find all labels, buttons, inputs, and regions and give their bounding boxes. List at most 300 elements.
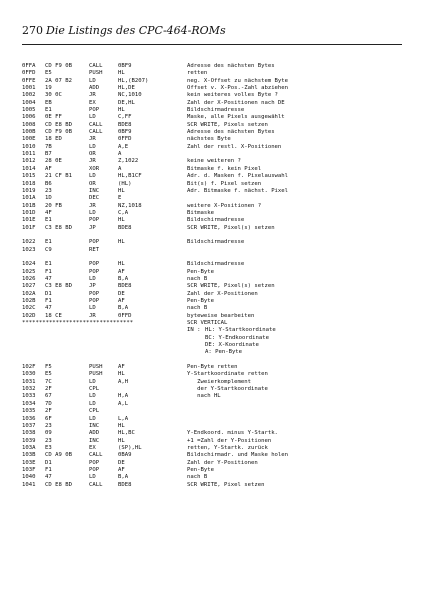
hex-bytes: 23 bbox=[45, 187, 52, 194]
mnemonic: LD bbox=[89, 77, 96, 84]
comment: Bildschirmadresse bbox=[187, 217, 245, 224]
address: 102C bbox=[22, 305, 36, 312]
hex-bytes: 4F bbox=[45, 209, 52, 216]
listing-line bbox=[22, 70, 402, 77]
address: 102D bbox=[22, 312, 36, 319]
listing-line bbox=[22, 423, 402, 430]
listing-line bbox=[22, 313, 402, 320]
address: 101F bbox=[22, 224, 36, 231]
listing-line bbox=[22, 210, 402, 217]
comment: Zweierkomplement bbox=[187, 378, 251, 385]
comment: retten bbox=[187, 70, 208, 77]
comment: Bitmaske bbox=[187, 209, 214, 216]
operand: A,E bbox=[118, 143, 129, 150]
operand: 0BF9 bbox=[118, 63, 132, 69]
comment: SCR WRITE, Pixel(s) setzen bbox=[187, 283, 275, 290]
comment: Bitmaske f. kein Pixel bbox=[187, 165, 262, 172]
listing-line bbox=[22, 261, 402, 268]
operand: B,A bbox=[118, 275, 129, 282]
address: 103A bbox=[22, 444, 36, 451]
comment: Maske, alle Pixels ausgewählt bbox=[187, 114, 285, 121]
operand: HL bbox=[118, 217, 125, 224]
address: 100E bbox=[22, 136, 36, 143]
hex-bytes: 2A 07 B2 bbox=[45, 77, 72, 84]
operand: AF bbox=[118, 268, 125, 275]
mnemonic: POP bbox=[89, 217, 100, 224]
section-separator bbox=[22, 320, 402, 327]
comment: nach B bbox=[187, 275, 208, 282]
mnemonic: OR bbox=[89, 180, 96, 187]
address: 102B bbox=[22, 298, 36, 304]
mnemonic: PUSH bbox=[89, 371, 103, 378]
hex-bytes: E5 bbox=[45, 70, 52, 77]
hex-bytes: 1D bbox=[45, 195, 52, 202]
hex-bytes: 7D bbox=[45, 400, 52, 407]
mnemonic: CALL bbox=[89, 129, 103, 136]
hex-bytes: F5 bbox=[45, 364, 52, 371]
blank-line bbox=[22, 357, 402, 364]
hex-bytes: 67 bbox=[45, 393, 52, 400]
operand: HL bbox=[118, 371, 125, 378]
comment: nach HL bbox=[187, 393, 221, 400]
mnemonic: CALL bbox=[89, 481, 103, 488]
operand: (HL) bbox=[118, 180, 132, 187]
mnemonic: EX bbox=[89, 99, 96, 106]
comment: nächstes Byte bbox=[187, 136, 231, 143]
mnemonic: CPL bbox=[89, 386, 100, 393]
mnemonic: EX bbox=[89, 444, 96, 451]
hex-bytes: B6 bbox=[45, 180, 52, 187]
address: 1030 bbox=[22, 371, 36, 378]
mnemonic: LD bbox=[89, 305, 96, 312]
hex-bytes: C3 E8 BD bbox=[45, 224, 72, 231]
listing-line bbox=[22, 239, 402, 246]
address: 1008 bbox=[22, 121, 36, 128]
address: 1040 bbox=[22, 474, 36, 481]
mnemonic: RET bbox=[89, 246, 100, 253]
listing-line bbox=[22, 452, 402, 459]
comment: Adr. Bitmaske f. nächst. Pixel bbox=[187, 187, 289, 194]
listing-line bbox=[22, 408, 402, 415]
listing-line bbox=[22, 136, 402, 143]
register-line bbox=[22, 327, 402, 334]
page-title: Die Listings des CPC-464-ROMs bbox=[46, 24, 226, 37]
hex-bytes: E1 bbox=[45, 261, 52, 268]
address: 1035 bbox=[22, 408, 36, 415]
register-line bbox=[22, 342, 402, 349]
address: 1005 bbox=[22, 107, 36, 114]
listing-line bbox=[22, 254, 402, 261]
comment: SCR WRITE, Pixel(s) setzen bbox=[187, 224, 275, 231]
operand: HL bbox=[118, 107, 125, 114]
hex-bytes: 09 bbox=[45, 430, 52, 437]
listing-line bbox=[22, 107, 402, 114]
address: 101D bbox=[22, 209, 36, 216]
hex-bytes: F1 bbox=[45, 298, 52, 304]
listing-line bbox=[22, 438, 402, 445]
section-title: SCR VERTICAL bbox=[187, 320, 228, 327]
mnemonic: INC bbox=[89, 437, 100, 444]
hex-bytes: CD F9 0B bbox=[45, 129, 72, 136]
listing-line bbox=[22, 188, 402, 195]
mnemonic: INC bbox=[89, 422, 100, 429]
mnemonic: DEC bbox=[89, 195, 100, 202]
operand: (SP),HL bbox=[118, 444, 142, 451]
hex-bytes: 47 bbox=[45, 275, 52, 282]
operand: HL bbox=[118, 239, 125, 246]
comment: weitere X-Positionen ? bbox=[187, 202, 262, 209]
address: 1026 bbox=[22, 275, 36, 282]
listing-line bbox=[22, 401, 402, 408]
mnemonic: LD bbox=[89, 415, 96, 422]
hex-bytes: 18 CE bbox=[45, 312, 62, 319]
hex-bytes: 6F bbox=[45, 415, 52, 422]
listing-line bbox=[22, 144, 402, 151]
comment: Pen-Byte bbox=[187, 268, 214, 275]
comment: Zahl der X-Positionen nach DE bbox=[187, 99, 285, 106]
operand: HL bbox=[118, 422, 125, 429]
operand: HL bbox=[118, 261, 125, 268]
address: 1018 bbox=[22, 180, 36, 187]
operand: HL,B1CF bbox=[118, 173, 142, 180]
operand: A,H bbox=[118, 378, 129, 385]
operand: AF bbox=[118, 298, 125, 304]
listing-line bbox=[22, 291, 402, 298]
mnemonic: POP bbox=[89, 298, 100, 304]
operand: HL bbox=[118, 187, 125, 194]
hex-bytes: 21 CF B1 bbox=[45, 173, 72, 180]
mnemonic: POP bbox=[89, 290, 100, 297]
operand: AF bbox=[118, 466, 125, 473]
address: 1041 bbox=[22, 481, 36, 488]
register-description: A: Pen-Byte bbox=[205, 349, 243, 356]
address: 1031 bbox=[22, 378, 36, 385]
listing-line bbox=[22, 232, 402, 239]
address: 0FFA bbox=[22, 63, 36, 69]
address: 1037 bbox=[22, 422, 36, 429]
comment: SCR WRITE, Pixels setzen bbox=[187, 121, 268, 128]
hex-bytes: 23 bbox=[45, 437, 52, 444]
operand: DE bbox=[118, 459, 125, 466]
comment: Zahl der Y-Positionen bbox=[187, 459, 258, 466]
mnemonic: LD bbox=[89, 143, 96, 150]
operand: L,A bbox=[118, 415, 129, 422]
comment: Adresse des nächsten Bytes bbox=[187, 129, 275, 136]
operand: HL bbox=[118, 437, 125, 444]
address: 1012 bbox=[22, 158, 36, 165]
operand: HL,BC bbox=[118, 430, 135, 437]
listing-line bbox=[22, 129, 402, 136]
comment: der Y-Startkoordinate bbox=[187, 386, 268, 393]
address: 1015 bbox=[22, 173, 36, 180]
listing-line bbox=[22, 416, 402, 423]
listing-line bbox=[22, 181, 402, 188]
address: 1025 bbox=[22, 268, 36, 275]
comment: Bildschirmadresse bbox=[187, 107, 245, 114]
listing-line bbox=[22, 460, 402, 467]
comment: Bildschirmadresse bbox=[187, 261, 245, 268]
mnemonic: JR bbox=[89, 312, 96, 319]
comment: Offset v. X-Pos.-Zahl abziehen bbox=[187, 85, 289, 92]
address: 103B bbox=[22, 452, 36, 459]
operand: 0FFD bbox=[118, 312, 132, 319]
address: 102F bbox=[22, 364, 36, 371]
operand: Z,1022 bbox=[118, 158, 139, 165]
operand: BDE8 bbox=[118, 121, 132, 128]
listing-line bbox=[22, 166, 402, 173]
hex-bytes: E3 bbox=[45, 444, 52, 451]
mnemonic: LD bbox=[89, 474, 96, 481]
listing-line bbox=[22, 445, 402, 452]
register-line bbox=[22, 335, 402, 342]
comment: Bildschirmadresse bbox=[187, 239, 245, 246]
address: 0FFD bbox=[22, 70, 36, 77]
mnemonic: ADD bbox=[89, 85, 100, 92]
listing-line bbox=[22, 298, 402, 305]
hex-bytes: 7B bbox=[45, 143, 52, 150]
listing-line bbox=[22, 158, 402, 165]
operand: C,FF bbox=[118, 114, 132, 121]
listing-block-1 bbox=[22, 63, 402, 320]
hex-bytes: E1 bbox=[45, 107, 52, 114]
address: 1033 bbox=[22, 393, 36, 400]
listing-line bbox=[22, 217, 402, 224]
hex-bytes: E1 bbox=[45, 217, 52, 224]
hex-bytes: 0E FF bbox=[45, 114, 62, 121]
listing-line bbox=[22, 474, 402, 481]
address: 101B bbox=[22, 202, 36, 209]
listing-line bbox=[22, 467, 402, 474]
hex-bytes: 20 FB bbox=[45, 202, 62, 209]
listing-line bbox=[22, 305, 402, 312]
hex-bytes: CD E8 BD bbox=[45, 121, 72, 128]
hex-bytes: D1 bbox=[45, 290, 52, 297]
operand: NC,1010 bbox=[118, 92, 142, 99]
mnemonic: PUSH bbox=[89, 364, 103, 371]
comment: keine weiteren ? bbox=[187, 158, 241, 165]
listing-line bbox=[22, 430, 402, 437]
operand: AF bbox=[118, 364, 125, 371]
address: 1034 bbox=[22, 400, 36, 407]
mnemonic: POP bbox=[89, 261, 100, 268]
mnemonic: CALL bbox=[89, 121, 103, 128]
comment: Zahl der X-Positionen bbox=[187, 290, 258, 297]
hex-bytes: 30 0C bbox=[45, 92, 62, 99]
listing-line bbox=[22, 203, 402, 210]
operand: B,A bbox=[118, 474, 129, 481]
address: 1038 bbox=[22, 430, 36, 437]
comment: Y-Endkoord. minus Y-Startk. bbox=[187, 430, 278, 437]
address: 101E bbox=[22, 217, 36, 224]
listing-line bbox=[22, 78, 402, 85]
address: 1023 bbox=[22, 246, 36, 253]
page-header bbox=[22, 20, 402, 45]
address: 101A bbox=[22, 195, 36, 202]
operand: HL,DE bbox=[118, 85, 135, 92]
operand: 0BF9 bbox=[118, 129, 132, 136]
listing-line bbox=[22, 247, 402, 254]
operand: BDE8 bbox=[118, 481, 132, 488]
operand: HL bbox=[118, 70, 125, 77]
address: 1010 bbox=[22, 143, 36, 150]
address: 1004 bbox=[22, 99, 36, 106]
address: 1011 bbox=[22, 151, 36, 158]
input-registers bbox=[22, 327, 402, 356]
comment: Pen-Byte bbox=[187, 298, 214, 304]
comment: SCR WRITE, Pixel setzen bbox=[187, 481, 265, 488]
operand: A,L bbox=[118, 400, 129, 407]
hex-bytes: 2F bbox=[45, 386, 52, 393]
mnemonic: LD bbox=[89, 378, 96, 385]
hex-bytes: B7 bbox=[45, 151, 52, 158]
listing-line bbox=[22, 92, 402, 99]
hex-bytes: CD F9 0B bbox=[45, 63, 72, 69]
hex-bytes: E5 bbox=[45, 371, 52, 378]
operand: 0FFD bbox=[118, 136, 132, 143]
listing-line bbox=[22, 100, 402, 107]
mnemonic: ADD bbox=[89, 430, 100, 437]
separator-stars: ********************************* bbox=[22, 320, 134, 327]
comment: Adr. d. Masken f. Pixelauswahl bbox=[187, 173, 289, 180]
mnemonic: LD bbox=[89, 275, 96, 282]
hex-bytes: CD E8 BD bbox=[45, 481, 72, 488]
operand: DE,HL bbox=[118, 99, 135, 106]
mnemonic: CALL bbox=[89, 452, 103, 459]
address: 1002 bbox=[22, 92, 36, 99]
listing-line bbox=[22, 386, 402, 393]
listing-line bbox=[22, 379, 402, 386]
listing-line bbox=[22, 63, 402, 70]
hex-bytes: 47 bbox=[45, 305, 52, 312]
mnemonic: JR bbox=[89, 136, 96, 143]
address: 100B bbox=[22, 129, 36, 136]
mnemonic: XOR bbox=[89, 165, 100, 172]
address: 1001 bbox=[22, 85, 36, 92]
mnemonic: INC bbox=[89, 187, 100, 194]
comment: neg. X-Offset zu nächstem Byte bbox=[187, 77, 289, 84]
listing-line bbox=[22, 195, 402, 202]
comment: Zahl der restl. X-Positionen bbox=[187, 143, 282, 150]
listing-line bbox=[22, 151, 402, 158]
register-line bbox=[22, 349, 402, 356]
mnemonic: LD bbox=[89, 400, 96, 407]
hex-bytes: C3 E8 BD bbox=[45, 283, 72, 290]
listing-line bbox=[22, 114, 402, 121]
mnemonic: POP bbox=[89, 466, 100, 473]
mnemonic: JR bbox=[89, 158, 96, 165]
comment: nach B bbox=[187, 474, 208, 481]
register-description: BC: Y-Endkoordinate bbox=[205, 334, 269, 341]
hex-bytes: E1 bbox=[45, 239, 52, 246]
hex-bytes: 7C bbox=[45, 378, 52, 385]
address: 1039 bbox=[22, 437, 36, 444]
operand: BDE8 bbox=[118, 224, 132, 231]
address: 0FFE bbox=[22, 77, 36, 84]
operand: C,A bbox=[118, 209, 129, 216]
operand: BDE8 bbox=[118, 283, 132, 290]
comment: Pen-Byte retten bbox=[187, 364, 238, 371]
hex-bytes: 19 bbox=[45, 85, 52, 92]
register-description: DE: X-Koordinate bbox=[205, 342, 259, 349]
comment: Pen-Byte bbox=[187, 466, 214, 473]
address: 1024 bbox=[22, 261, 36, 268]
comment: kein weiteres volles Byte ? bbox=[187, 92, 278, 99]
mnemonic: POP bbox=[89, 239, 100, 246]
comment: nach B bbox=[187, 305, 208, 312]
page-number: 270 bbox=[22, 24, 43, 37]
operand: A bbox=[118, 151, 122, 158]
mnemonic: JR bbox=[89, 202, 96, 209]
hex-bytes: CD A9 0B bbox=[45, 452, 72, 459]
mnemonic: OR bbox=[89, 151, 96, 158]
mnemonic: LD bbox=[89, 393, 96, 400]
comment: byteweise bearbeiten bbox=[187, 312, 255, 319]
operand: HL,(B207) bbox=[118, 77, 149, 84]
listing-line bbox=[22, 482, 402, 489]
listing-line bbox=[22, 173, 402, 180]
address: 102A bbox=[22, 290, 36, 297]
operand: 0BA9 bbox=[118, 452, 132, 459]
address: 1006 bbox=[22, 114, 36, 121]
listing-line bbox=[22, 122, 402, 129]
comment: Y-Startkoordinate retten bbox=[187, 371, 268, 378]
address: 1032 bbox=[22, 386, 36, 393]
hex-bytes: C9 bbox=[45, 246, 52, 253]
listing-line bbox=[22, 283, 402, 290]
comment: +1 =Zahl der Y-Positionen bbox=[187, 437, 272, 444]
mnemonic: CPL bbox=[89, 408, 100, 415]
hex-bytes: F1 bbox=[45, 268, 52, 275]
mnemonic: LD bbox=[89, 173, 96, 180]
address: 1036 bbox=[22, 415, 36, 422]
operand: E bbox=[118, 195, 122, 202]
mnemonic: LD bbox=[89, 114, 96, 121]
register-description: HL: Y-Startkoordinate bbox=[205, 327, 276, 334]
operand: H,A bbox=[118, 393, 129, 400]
address: 1022 bbox=[22, 239, 36, 246]
listing-line bbox=[22, 276, 402, 283]
hex-bytes: D1 bbox=[45, 459, 52, 466]
address: 103E bbox=[22, 459, 36, 466]
listing-line bbox=[22, 85, 402, 92]
mnemonic: CALL bbox=[89, 63, 103, 69]
operand: DE bbox=[118, 290, 125, 297]
assembly-listing bbox=[22, 63, 402, 489]
comment: Bildschirmadr. und Maske holen bbox=[187, 452, 289, 459]
mnemonic: JP bbox=[89, 224, 96, 231]
comment: Adresse des nächsten Bytes bbox=[187, 63, 275, 69]
operand: NZ,1018 bbox=[118, 202, 142, 209]
mnemonic: POP bbox=[89, 107, 100, 114]
address: 103F bbox=[22, 466, 36, 473]
mnemonic: POP bbox=[89, 268, 100, 275]
listing-line bbox=[22, 225, 402, 232]
mnemonic: POP bbox=[89, 459, 100, 466]
listing-line bbox=[22, 371, 402, 378]
address: 1014 bbox=[22, 165, 36, 172]
mnemonic: JR bbox=[89, 92, 96, 99]
comment: Bit(s) f. Pixel setzen bbox=[187, 180, 262, 187]
listing-line bbox=[22, 269, 402, 276]
address: 1019 bbox=[22, 187, 36, 194]
listing-line bbox=[22, 364, 402, 371]
mnemonic: JP bbox=[89, 283, 96, 290]
hex-bytes: 28 0E bbox=[45, 158, 62, 165]
hex-bytes: 47 bbox=[45, 474, 52, 481]
operand: A bbox=[118, 165, 122, 172]
hex-bytes: F1 bbox=[45, 466, 52, 473]
hex-bytes: 2F bbox=[45, 408, 52, 415]
